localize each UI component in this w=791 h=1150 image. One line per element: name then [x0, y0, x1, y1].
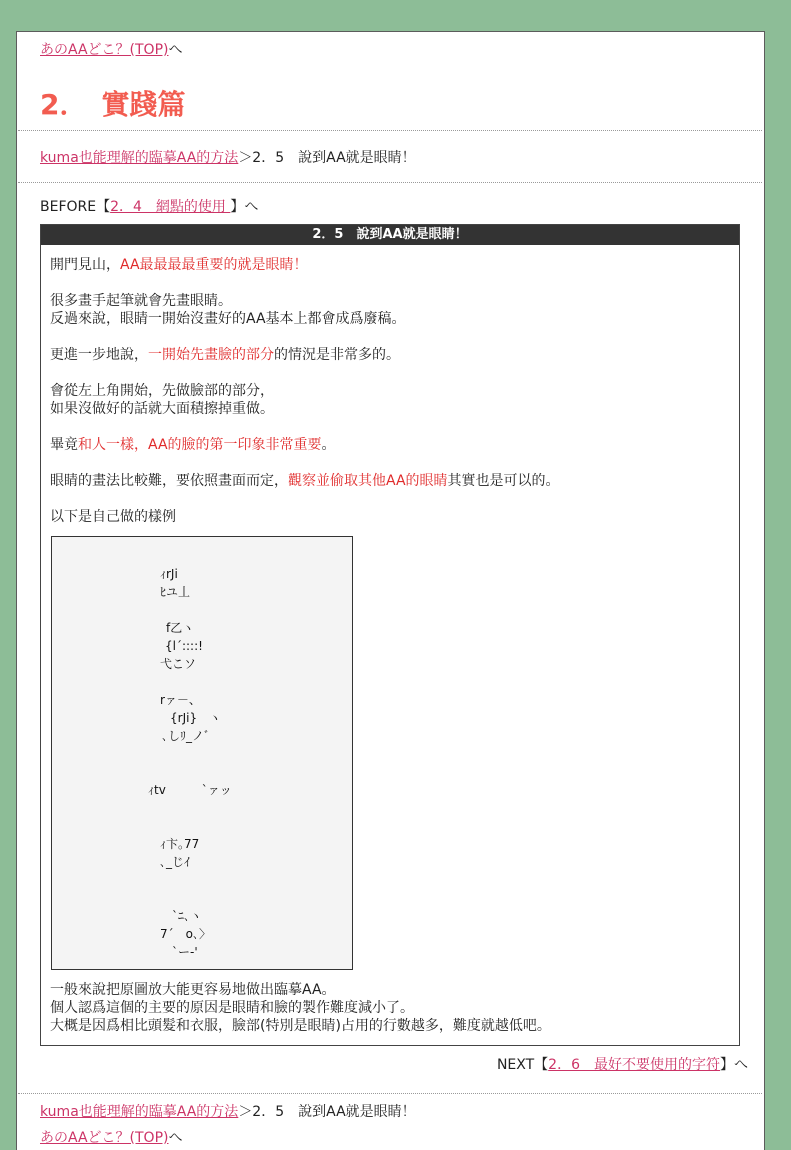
ascii-art-example	[51, 536, 353, 970]
text-line	[50, 256, 730, 274]
top-nav	[40, 41, 748, 59]
aa-line: rァ－、	[160, 693, 201, 707]
footer-top-nav-suffix: へ	[168, 1130, 183, 1146]
aa-line: f乙ヽ	[166, 621, 195, 635]
emphasis-text: 觀察並偷取其他AA的眼睛	[288, 473, 448, 489]
aa-line: 弋こソ	[160, 657, 197, 671]
aa-line	[52, 889, 352, 907]
top-nav-suffix: へ	[168, 42, 183, 58]
emphasis-text: AA最最最最重要的就是眼睛！	[120, 257, 308, 273]
emphasis-text: 一開始先畫臉的部分	[148, 347, 274, 363]
before-suffix: 】へ	[230, 199, 259, 215]
text-segment: 眼睛的畫法比較難，要依照畫面而定，	[50, 473, 288, 489]
aa-line: `ﾆ､ヽ	[172, 909, 203, 923]
text-line: 很多畫手起筆就會先畫眼睛。	[50, 293, 232, 309]
text-segment: 。	[321, 437, 336, 453]
paragraph-face-first	[50, 346, 730, 364]
text-line: 會從左上角開始，先做臉部的部分，	[50, 383, 274, 399]
aa-line: `ー‐'	[172, 945, 198, 959]
section-box	[40, 224, 740, 1046]
section-title: 2．5 說到AA就是眼睛！	[41, 225, 739, 245]
example-label: 以下是自己做的樣例	[50, 509, 176, 525]
next-link[interactable]: 2．6 最好不要使用的字符	[548, 1057, 720, 1073]
text-line: 反過來說，眼睛一開始沒畫好的AA基本上都會成爲廢稿。	[50, 311, 406, 327]
emphasis-text: 和人一樣，AA的臉的第一印象非常重要	[78, 437, 322, 453]
aa-line: ､しﾘ_ノﾞ	[162, 729, 211, 743]
footer-top-page-link[interactable]: あのAAどこ？(TOP)	[40, 1130, 169, 1146]
before-link[interactable]: 2．4 網點的使用	[110, 199, 231, 215]
aa-line	[52, 745, 352, 763]
aa-line: {l´::::!	[165, 639, 203, 653]
footer-breadcrumb-current: ＞2．5 說到AA就是眼睛！	[238, 1104, 416, 1120]
aa-line	[52, 601, 352, 619]
before-prefix: BEFORE【	[40, 199, 111, 215]
paragraph-intro	[50, 256, 730, 274]
text-line: 大概是因爲相比頭髮和衣服，臉部(特別是眼睛)占用的行數越多，難度就越低吧。	[50, 1018, 551, 1034]
before-nav	[40, 198, 748, 216]
paragraph-workflow	[50, 382, 730, 418]
section-body	[41, 245, 739, 1045]
paragraph-technique	[50, 472, 730, 490]
aa-line: ､_じｲ	[160, 855, 191, 869]
text-line: 一般來說把原圖放大能更容易地做出臨摹AA。	[50, 982, 336, 998]
text-line: 個人認爲這個的主要的原因是眼睛和臉的製作難度減小了。	[50, 1000, 414, 1016]
text-segment: 更進一步地說，	[50, 347, 148, 363]
footer-breadcrumb-parent-link[interactable]: kuma也能理解的臨摹AA的方法	[40, 1104, 239, 1120]
aa-line: ﾋユ丄	[160, 585, 191, 599]
text-line	[50, 346, 730, 364]
aa-line: ｨ卞｡77	[160, 837, 200, 851]
breadcrumb-parent-link[interactable]: kuma也能理解的臨摹AA的方法	[40, 150, 239, 166]
aa-line: {rJi} ヽ	[170, 711, 222, 725]
aa-line: 7´ o､〉	[160, 927, 211, 941]
aa-line: ｨrJi	[160, 567, 178, 581]
aa-line	[52, 817, 352, 835]
aa-line: ｨtv `ァッ	[148, 783, 232, 797]
top-page-link[interactable]: あのAAどこ？(TOP)	[40, 42, 169, 58]
breadcrumb-current: ＞2．5 說到AA就是眼睛！	[238, 150, 416, 166]
next-suffix: 】へ	[720, 1057, 748, 1073]
breadcrumb	[40, 149, 748, 167]
paragraph-impression	[50, 436, 730, 454]
footer-breadcrumb	[40, 1103, 748, 1121]
paragraph-eyes-first	[50, 292, 730, 328]
text-line: 如果沒做好的話就大面積擦掉重做。	[50, 401, 274, 417]
text-segment: 開門見山，	[50, 257, 120, 273]
text-segment: 其實也是可以的。	[447, 473, 560, 489]
text-segment: 畢竟	[50, 437, 78, 453]
content-inner	[17, 41, 764, 1147]
text-line	[50, 472, 730, 490]
aa-line	[52, 799, 352, 817]
text-segment: 的情況是非常多的。	[274, 347, 400, 363]
chapter-title: 2． 實踐篇	[40, 88, 186, 121]
text-line	[50, 436, 730, 454]
aa-line	[52, 871, 352, 889]
divider	[18, 182, 762, 183]
next-nav	[40, 1056, 748, 1074]
divider	[18, 130, 762, 131]
paragraph-conclusion	[50, 981, 730, 1035]
paragraph-example-label	[50, 508, 730, 526]
content-panel	[16, 31, 765, 1150]
aa-line	[52, 763, 352, 781]
divider	[18, 1093, 762, 1094]
footer-top-nav	[40, 1129, 748, 1147]
aa-line	[52, 673, 352, 691]
next-prefix: NEXT【	[496, 1057, 549, 1073]
